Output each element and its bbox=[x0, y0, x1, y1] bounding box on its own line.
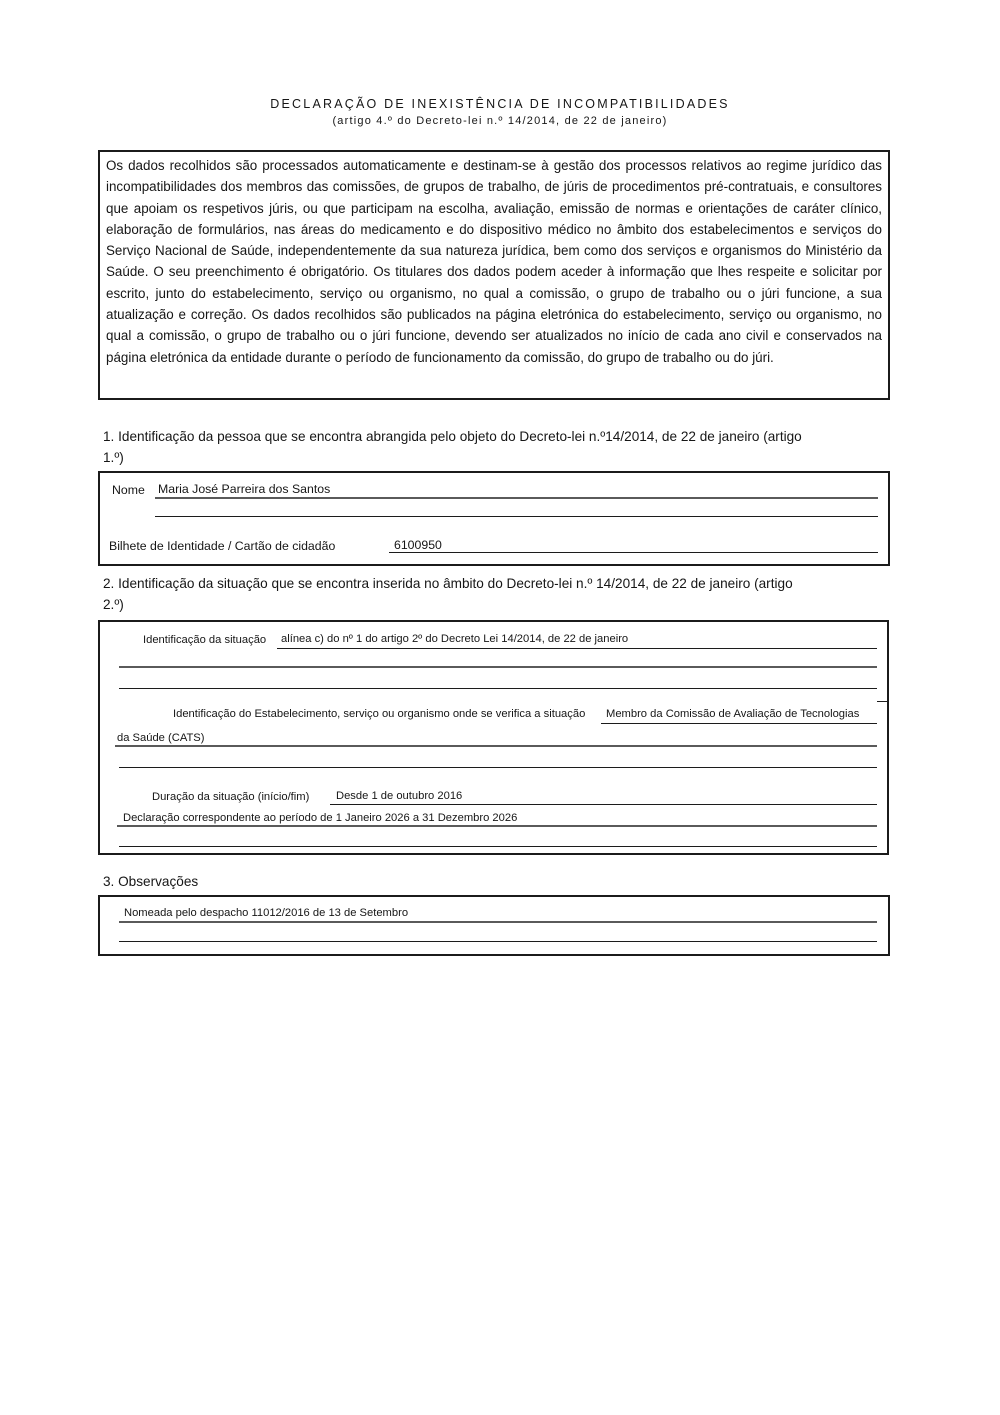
document-subtitle: (artigo 4.º do Decreto-lei n.º 14/2014, de 22 de janeiro) bbox=[332, 115, 668, 127]
section1-heading-line1: 1. Identificação da pessoa que se encontra abrangida pelo objeto do Decreto-lei n.º14/2014, de 22 de janeiro (artigo bbox=[103, 429, 802, 444]
id-card-underline bbox=[389, 552, 878, 553]
situacao-value: alínea c) do nº 1 do artigo 2º do Decreto Lei 14/2014, de 22 de janeiro bbox=[281, 633, 629, 645]
duracao-label: Duração da situação (início/fim) bbox=[152, 791, 310, 803]
intro-notice-text: Os dados recolhidos são processados automaticamente e destinam-se à gestão dos processos relativos ao regime jurídico das incompatibilidades dos membros das comissões, de grupos de trabalho, de júris de procedimentos pré-contratuais, e consultores que apoiam os respetivos júris, ou que participam na escolha, avaliação, emissão de normas e orientações de caráter clínico, elaboração de formulários, nas áreas do medicamento e do dispositivo médico no âmbito dos estabelecimentos e serviços do Serviço Nacional de Saúde, independentemente da sua natureza jurídica, bem como dos serviços e organismos do Ministério da Saúde. O seu preenchimento é obrigatório. Os titulares dos dados podem aceder à informação que lhes respeite e solicitar por escrito, junto do estabelecimento, serviço ou organismo, no qual a comissão, o grupo de trabalho ou o júri funcione, a sua atualização e correção. Os dados recolhidos são publicados na página eletrónica do estabelecimento, serviço ou organismo, no qual a comissão, o grupo de trabalho ou o júri funcione, devendo ser atualizados no início de cada ano civil e conservados na página eletrónica da entidade durante o período de funcionamento da comissão, do grupo de trabalho ou do júri. bbox=[106, 158, 882, 365]
estabelecimento-underline1 bbox=[601, 723, 877, 724]
box-notch-line bbox=[877, 701, 889, 702]
estabelecimento-underline-empty bbox=[119, 767, 877, 768]
section3-box bbox=[98, 895, 890, 956]
nome-label: Nome bbox=[112, 483, 145, 497]
periodo-underline bbox=[117, 825, 877, 827]
situacao-underline bbox=[277, 648, 877, 649]
section1-heading-line2: 1.º) bbox=[103, 450, 124, 465]
document-title: DECLARAÇÃO DE INEXISTÊNCIA DE INCOMPATIBILIDADES bbox=[270, 97, 730, 111]
periodo-text: Declaração correspondente ao período de 1 Janeiro 2026 a 31 Dezembro 2026 bbox=[123, 812, 518, 824]
observacao-underline-empty bbox=[119, 941, 877, 942]
periodo-underline-empty bbox=[119, 846, 877, 847]
duracao-underline bbox=[330, 804, 877, 805]
intro-notice-box bbox=[98, 150, 890, 400]
duracao-value: Desde 1 de outubro 2016 bbox=[336, 790, 463, 802]
situacao-label: Identificação da situação bbox=[143, 634, 267, 646]
observacao-underline bbox=[119, 921, 877, 923]
section2-heading-line2: 2.º) bbox=[103, 597, 124, 612]
estabelecimento-underline2 bbox=[115, 745, 877, 747]
estabelecimento-value-line1: Membro da Comissão de Avaliação de Tecnologias bbox=[606, 708, 860, 720]
nome-value: Maria José Parreira dos Santos bbox=[158, 482, 331, 496]
estabelecimento-label: Identificação do Estabelecimento, serviço ou organismo onde se verifica a situação bbox=[173, 708, 586, 720]
section2-heading-line1: 2. Identificação da situação que se encontra inserida no âmbito do Decreto-lei n.º 14/2014, de 22 de janeiro (artigo bbox=[103, 576, 793, 591]
estabelecimento-value-line2: da Saúde (CATS) bbox=[117, 732, 205, 744]
nome-underline bbox=[155, 497, 878, 499]
observacao-value: Nomeada pelo despacho 11012/2016 de 13 de Setembro bbox=[124, 907, 409, 919]
situacao-underline-empty1 bbox=[119, 666, 877, 668]
id-card-label: Bilhete de Identidade / Cartão de cidadão bbox=[109, 539, 336, 553]
section3-heading: 3. Observações bbox=[103, 874, 199, 889]
id-card-value: 6100950 bbox=[394, 538, 442, 552]
nome-underline-empty bbox=[155, 516, 878, 517]
situacao-underline-empty2 bbox=[119, 688, 877, 689]
